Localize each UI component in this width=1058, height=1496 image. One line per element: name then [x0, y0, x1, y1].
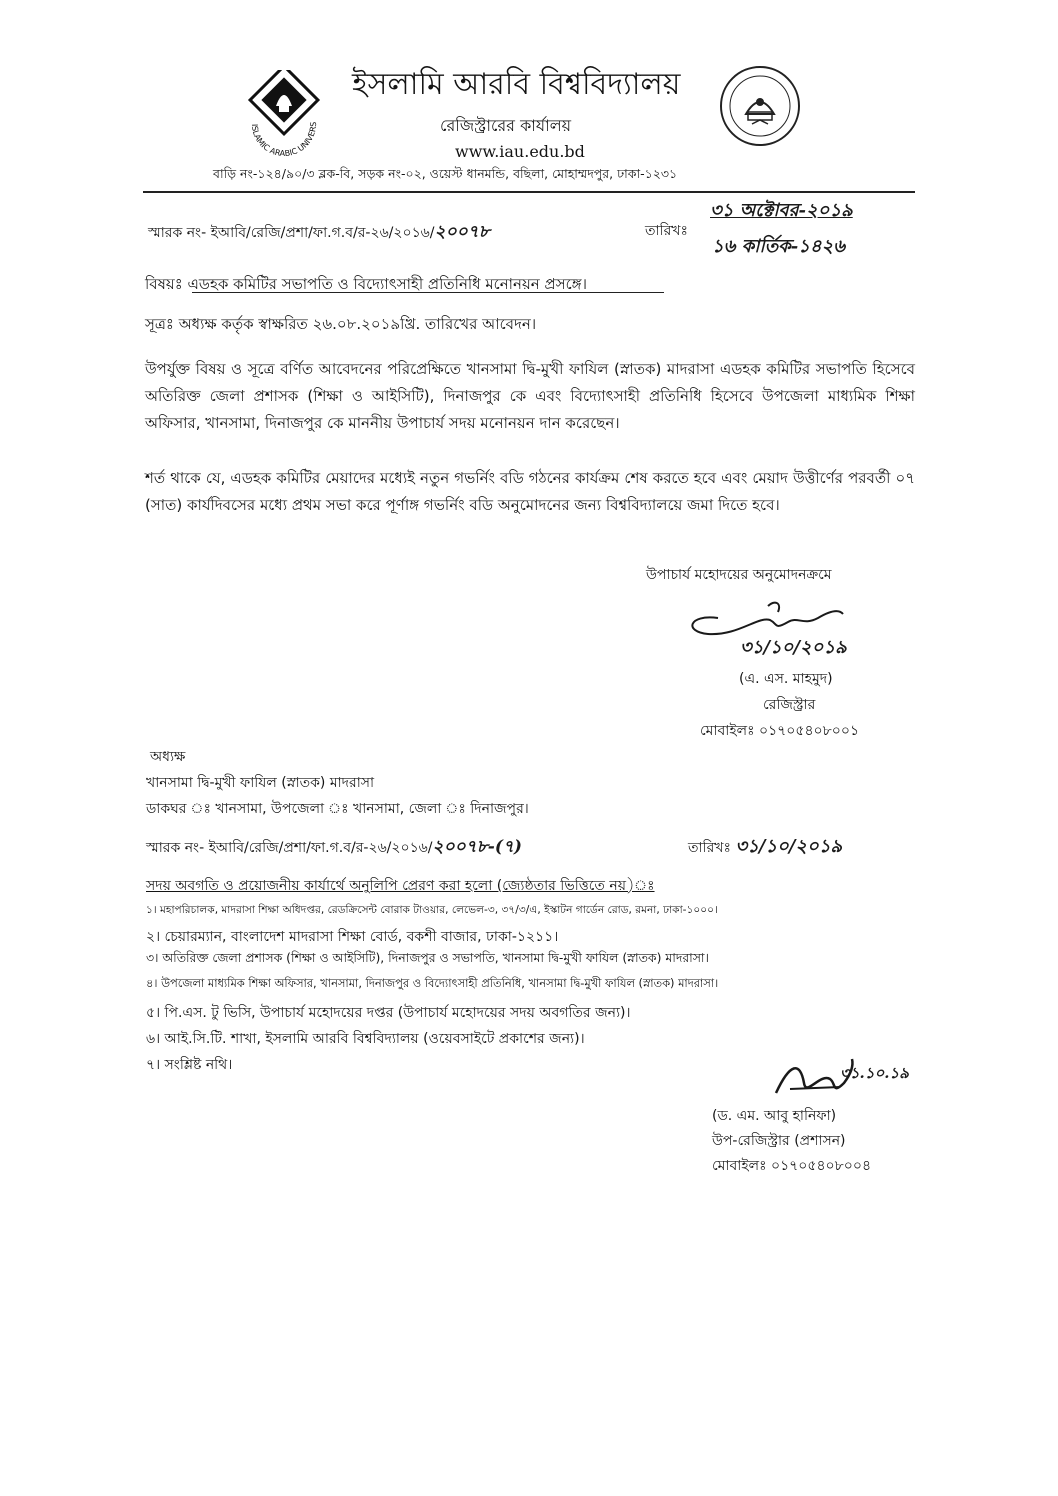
reference-line: সূত্রঃ অধ্যক্ষ কর্তৃক স্বাক্ষরিত ২৬.০৮.২০১৯খ্রি. তারিখের আবেদন।	[145, 315, 537, 333]
copy-list-item: ২। চেয়ারম্যান, বাংলাদেশ মাদরাসা শিক্ষা বোর্ড, বকশী বাজার, ঢাকা-১২১১।	[146, 929, 559, 945]
registrar-designation: রেজিস্ট্রার	[763, 697, 816, 713]
body-paragraph-1: উপর্যুক্ত বিষয় ও সূত্রে বর্ণিত আবেদনের পরিপ্রেক্ষিতে খানসামা দ্বি-মুখী ফাযিল (স্নাতক) মাদরাসা এডহক কমিটির সভাপতি হিসেবে অতিরিক্ত জেলা প্রশাসক (শিক্ষা ও আইসিটি), দিনাজপুর কে এবং বিদ্যোৎসাহী প্রতিনিধি হিসেবে উপজেলা মাধ্যমিক শিক্ষা অফিসার, খানসামা, দিনাজপুর কে মাননীয় উপাচার্য সদয় মনোনয়ন দান করেছেন।	[145, 360, 915, 432]
address-line: বাড়ি নং-১২৪/৯০/৩ ব্লক-বি, সড়ক নং-০২, ওয়েস্ট ধানমন্ডি, বছিলা, মোহাম্মদপুর, ঢাকা-১২৩১	[213, 166, 678, 181]
subject-underline	[192, 292, 664, 293]
university-seal-icon	[718, 64, 802, 148]
university-name: ইসলামি আরবি বিশ্ববিদ্যালয়	[352, 67, 681, 102]
deputy-registrar-designation: উপ-রেজিস্ট্রার (প্রশাসন)	[712, 1133, 846, 1149]
deputy-registrar-name: (ড. এম. আবু হানিফা)	[712, 1108, 837, 1124]
university-logo-left	[238, 70, 330, 162]
registrar-office: রেজিস্ট্রারের কার্যালয়	[440, 116, 572, 135]
copy-memo-date-label	[688, 832, 842, 863]
copy-list-item: ৭। সংশ্লিষ্ট নথি।	[146, 1057, 233, 1073]
copy-memo-date-label-text: তারিখঃ	[688, 840, 731, 856]
copy-memo-date: ৩১/১০/২০১৯	[735, 836, 843, 857]
recipient-address: ডাকঘর ঃ খানসামা, উপজেলা ঃ খানসামা, জেলা ঃ দিনাজপুর।	[146, 801, 529, 817]
memo-date-bengali: ১৬ কার্তিক-১৪২৬	[712, 236, 845, 257]
copy-list-item: ৩। অতিরিক্ত জেলা প্রশাসক (শিক্ষা ও আইসিটি), দিনাজপুর ও সভাপতি, খানসামা দ্বি-মুখী ফাযিল (স্নাতক) মাদরাসা।	[146, 950, 709, 965]
copy-list-item: ৪। উপজেলা মাধ্যমিক শিক্ষা অফিসার, খানসামা, দিনাজপুর ও বিদ্যোৎসাহী প্রতিনিধি, খানসামা দ্বি-মুখী ফাযিল (স্নাতক) মাদরাসা।	[146, 976, 719, 990]
university-crest-icon	[238, 70, 330, 162]
memo-date-english: ৩১ অক্টোবর-২০১৯	[710, 200, 853, 221]
copy-list-item: ১। মহাপরিচালক, মাদরাসা শিক্ষা অধিদপ্তর, রেডক্রিসেন্ট বোরাক টাওয়ার, লেভেল-৩, ৩৭/৩/এ, ইস্কাটন গার্ডেন রোড, রমনা, ঢাকা-১০০০।	[146, 904, 718, 916]
recipient-institution: খানসামা দ্বি-মুখী ফাযিল (স্নাতক) মাদরাসা	[146, 775, 375, 791]
registrar-name: (এ. এস. মাহমুদ)	[739, 671, 833, 687]
copy-list-item: ৫। পি.এস. টু ভিসি, উপাচার্য মহোদয়ের দপ্তর (উপাচার্য মহোদয়ের সদয় অবগতির জন্য)।	[146, 1005, 631, 1021]
copy-memo-reference	[146, 834, 522, 862]
subject-line: বিষয়ঃ এডহক কমিটির সভাপতি ও বিদ্যোৎসাহী প্রতিনিধি মনোনয়ন প্রসঙ্গে।	[145, 275, 587, 293]
copy-memo-reference-label: স্মারক নং- ইআবি/রেজি/প্রশা/ফা.গ.ব/র-২৬/২০১৬/	[146, 840, 433, 856]
body-paragraph-2: শর্ত থাকে যে, এডহক কমিটির মেয়াদের মধ্যেই নতুন গভর্নিং বডি গঠনের কার্যক্রম শেষ করতে হবে এবং মেয়াদ উত্তীর্ণের পরবর্তী ০৭ (সাত) কার্যদিবসের মধ্যে প্রথম সভা করে পূর্ণাঙ্গ গভর্নিং বডি অনুমোদনের জন্য বিশ্ববিদ্যালয়ে জমা দিতে হবে।	[145, 469, 915, 514]
logo-left-text: ISLAMIC ARABIC UNIVERS	[249, 121, 319, 159]
memo-date-label: তারিখঃ	[645, 223, 688, 239]
copy-memo-reference-number: ২০০৭৮-(৭)	[432, 837, 522, 857]
memo-reference-label: স্মারক নং- ইআবি/রেজি/প্রশা/ফা.গ.ব/র-২৬/২০১৬/	[148, 225, 435, 241]
recipient-title: অধ্যক্ষ	[150, 749, 186, 765]
copy-heading: সদয় অবগতি ও প্রয়োজনীয় কার্যার্থে অনুলিপি প্রেরণ করা হলো (জ্যেষ্ঠতার ভিত্তিতে নয়)ঃ	[146, 878, 655, 894]
registrar-signature-date: ৩১/১০/২০১৯	[740, 637, 847, 658]
deputy-registrar-mobile: মোবাইলঃ ০১৭০৫৪০৮০০৪	[712, 1158, 872, 1174]
university-seal-right	[718, 64, 802, 148]
copy-list-item: ৬। আই.সি.টি. শাখা, ইসলামি আরবি বিশ্ববিদ্যালয় (ওয়েবসাইটে প্রকাশের জন্য)।	[146, 1031, 585, 1047]
letterhead-divider	[143, 191, 915, 193]
memo-reference-number: ২০০৭৮	[434, 222, 490, 242]
memo-reference	[148, 219, 490, 247]
deputy-registrar-signature-date: ৩১.১০.১৯	[840, 1064, 909, 1082]
website-link[interactable]: www.iau.edu.bd	[455, 142, 585, 161]
approval-line: উপাচার্য মহোদয়ের অনুমোদনক্রমে	[646, 567, 832, 583]
registrar-mobile: মোবাইলঃ ০১৭০৫৪০৮০০১	[700, 723, 860, 739]
